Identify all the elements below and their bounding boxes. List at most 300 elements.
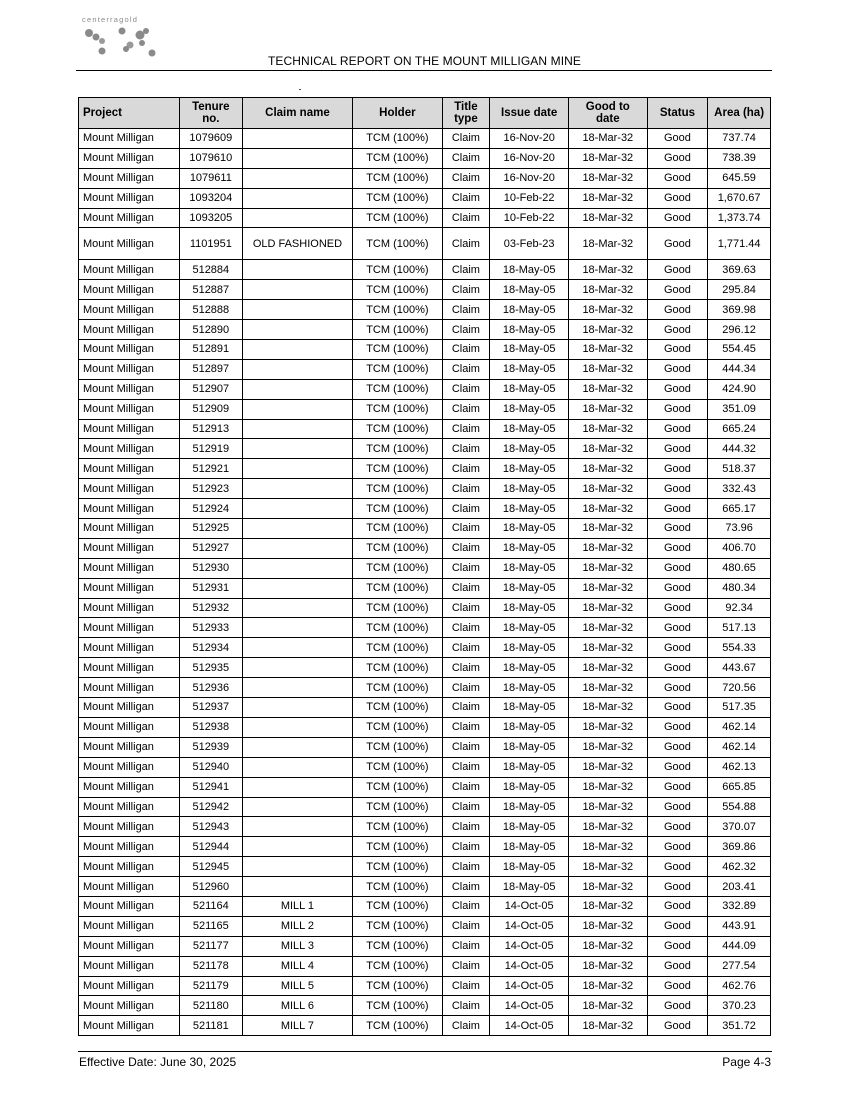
cell-good-to-date: 18-Mar-32	[568, 129, 647, 149]
cell-holder: TCM (100%)	[353, 188, 442, 208]
cell-title-type: Claim	[442, 817, 490, 837]
cell-good-to-date: 18-Mar-32	[568, 379, 647, 399]
cell-tenure-no: 512907	[179, 379, 242, 399]
cell-project: Mount Milligan	[79, 208, 180, 228]
cell-area: 517.13	[708, 618, 771, 638]
cell-holder: TCM (100%)	[353, 896, 442, 916]
cell-claim-name	[242, 379, 353, 399]
cell-issue-date: 18-May-05	[490, 260, 569, 280]
table-row	[79, 896, 771, 916]
cell-status: Good	[647, 399, 708, 419]
table-row	[79, 379, 771, 399]
table-row	[79, 976, 771, 996]
cell-area: 332.43	[708, 479, 771, 499]
cell-project: Mount Milligan	[79, 797, 180, 817]
table-row	[79, 168, 771, 188]
cell-project: Mount Milligan	[79, 129, 180, 149]
cell-good-to-date: 18-Mar-32	[568, 678, 647, 698]
cell-issue-date: 18-May-05	[490, 519, 569, 539]
table-row	[79, 340, 771, 360]
cell-tenure-no: 512944	[179, 837, 242, 857]
cell-good-to-date: 18-Mar-32	[568, 320, 647, 340]
cell-claim-name	[242, 459, 353, 479]
cell-status: Good	[647, 598, 708, 618]
cell-claim-name	[242, 538, 353, 558]
cell-title-type: Claim	[442, 618, 490, 638]
cell-status: Good	[647, 538, 708, 558]
cell-claim-name	[242, 168, 353, 188]
cell-issue-date: 18-May-05	[490, 479, 569, 499]
cell-claim-name	[242, 857, 353, 877]
cell-good-to-date: 18-Mar-32	[568, 439, 647, 459]
cell-holder: TCM (100%)	[353, 638, 442, 658]
cell-area: 443.91	[708, 916, 771, 936]
table-header-row	[79, 98, 771, 129]
stray-mark	[299, 89, 301, 90]
cell-title-type: Claim	[442, 260, 490, 280]
cell-good-to-date: 18-Mar-32	[568, 996, 647, 1016]
cell-tenure-no: 512884	[179, 260, 242, 280]
cell-area: 203.41	[708, 877, 771, 897]
table-row	[79, 857, 771, 877]
cell-issue-date: 18-May-05	[490, 678, 569, 698]
table-row	[79, 519, 771, 539]
cell-status: Good	[647, 479, 708, 499]
page-number: Page 4-3	[722, 1055, 771, 1069]
cell-holder: TCM (100%)	[353, 538, 442, 558]
cell-project: Mount Milligan	[79, 558, 180, 578]
cell-good-to-date: 18-Mar-32	[568, 228, 647, 260]
cell-holder: TCM (100%)	[353, 956, 442, 976]
cell-issue-date: 18-May-05	[490, 558, 569, 578]
cell-title-type: Claim	[442, 519, 490, 539]
cell-holder: TCM (100%)	[353, 877, 442, 897]
cell-holder: TCM (100%)	[353, 916, 442, 936]
cell-status: Good	[647, 777, 708, 797]
cell-holder: TCM (100%)	[353, 168, 442, 188]
cell-project: Mount Milligan	[79, 896, 180, 916]
claims-table-body	[79, 129, 771, 1036]
cell-area: 738.39	[708, 148, 771, 168]
table-row	[79, 538, 771, 558]
cell-tenure-no: 512925	[179, 519, 242, 539]
cell-holder: TCM (100%)	[353, 598, 442, 618]
cell-area: 665.17	[708, 499, 771, 519]
cell-area: 462.14	[708, 717, 771, 737]
cell-issue-date: 18-May-05	[490, 837, 569, 857]
cell-project: Mount Milligan	[79, 280, 180, 300]
cell-title-type: Claim	[442, 956, 490, 976]
cell-area: 444.09	[708, 936, 771, 956]
cell-good-to-date: 18-Mar-32	[568, 817, 647, 837]
cell-claim-name	[242, 359, 353, 379]
cell-claim-name	[242, 757, 353, 777]
cell-claim-name	[242, 797, 353, 817]
cell-claim-name	[242, 499, 353, 519]
cell-status: Good	[647, 340, 708, 360]
table-row	[79, 837, 771, 857]
cell-holder: TCM (100%)	[353, 618, 442, 638]
cell-holder: TCM (100%)	[353, 996, 442, 1016]
cell-status: Good	[647, 936, 708, 956]
cell-holder: TCM (100%)	[353, 519, 442, 539]
cell-area: 554.45	[708, 340, 771, 360]
cell-title-type: Claim	[442, 717, 490, 737]
cell-tenure-no: 521179	[179, 976, 242, 996]
cell-title-type: Claim	[442, 558, 490, 578]
cell-holder: TCM (100%)	[353, 148, 442, 168]
cell-tenure-no: 521180	[179, 996, 242, 1016]
cell-issue-date: 18-May-05	[490, 399, 569, 419]
cell-tenure-no: 512897	[179, 359, 242, 379]
cell-title-type: Claim	[442, 300, 490, 320]
cell-project: Mount Milligan	[79, 837, 180, 857]
cell-tenure-no: 1101951	[179, 228, 242, 260]
cell-area: 351.09	[708, 399, 771, 419]
cell-status: Good	[647, 757, 708, 777]
cell-project: Mount Milligan	[79, 519, 180, 539]
column-header-area: Area (ha)	[708, 98, 771, 129]
cell-title-type: Claim	[442, 359, 490, 379]
cell-issue-date: 14-Oct-05	[490, 1016, 569, 1036]
table-row	[79, 916, 771, 936]
cell-claim-name	[242, 598, 353, 618]
cell-tenure-no: 512921	[179, 459, 242, 479]
table-row	[79, 479, 771, 499]
table-row	[79, 260, 771, 280]
cell-issue-date: 18-May-05	[490, 340, 569, 360]
cell-area: 480.65	[708, 558, 771, 578]
cell-issue-date: 14-Oct-05	[490, 956, 569, 976]
table-row	[79, 797, 771, 817]
cell-project: Mount Milligan	[79, 996, 180, 1016]
cell-claim-name	[242, 260, 353, 280]
cell-issue-date: 16-Nov-20	[490, 148, 569, 168]
cell-project: Mount Milligan	[79, 359, 180, 379]
cell-project: Mount Milligan	[79, 976, 180, 996]
cell-project: Mount Milligan	[79, 439, 180, 459]
cell-title-type: Claim	[442, 757, 490, 777]
cell-status: Good	[647, 817, 708, 837]
cell-issue-date: 18-May-05	[490, 280, 569, 300]
cell-tenure-no: 512941	[179, 777, 242, 797]
cell-good-to-date: 18-Mar-32	[568, 598, 647, 618]
cell-title-type: Claim	[442, 168, 490, 188]
cell-project: Mount Milligan	[79, 459, 180, 479]
cell-area: 1,373.74	[708, 208, 771, 228]
cell-good-to-date: 18-Mar-32	[568, 340, 647, 360]
cell-project: Mount Milligan	[79, 658, 180, 678]
cell-project: Mount Milligan	[79, 228, 180, 260]
cell-tenure-no: 512891	[179, 340, 242, 360]
cell-holder: TCM (100%)	[353, 340, 442, 360]
cell-project: Mount Milligan	[79, 737, 180, 757]
cell-status: Good	[647, 956, 708, 976]
cell-area: 370.07	[708, 817, 771, 837]
cell-project: Mount Milligan	[79, 379, 180, 399]
cell-issue-date: 14-Oct-05	[490, 896, 569, 916]
cell-issue-date: 14-Oct-05	[490, 996, 569, 1016]
cell-issue-date: 18-May-05	[490, 698, 569, 718]
cell-project: Mount Milligan	[79, 817, 180, 837]
cell-good-to-date: 18-Mar-32	[568, 618, 647, 638]
cell-project: Mount Milligan	[79, 857, 180, 877]
cell-issue-date: 10-Feb-22	[490, 188, 569, 208]
cell-project: Mount Milligan	[79, 260, 180, 280]
cell-project: Mount Milligan	[79, 188, 180, 208]
cell-claim-name	[242, 817, 353, 837]
column-header-issue-date: Issue date	[490, 98, 569, 129]
cell-title-type: Claim	[442, 538, 490, 558]
cell-tenure-no: 512960	[179, 877, 242, 897]
cell-tenure-no: 512942	[179, 797, 242, 817]
cell-claim-name	[242, 877, 353, 897]
cell-title-type: Claim	[442, 837, 490, 857]
cell-issue-date: 10-Feb-22	[490, 208, 569, 228]
cell-issue-date: 18-May-05	[490, 857, 569, 877]
cell-area: 369.98	[708, 300, 771, 320]
cell-good-to-date: 18-Mar-32	[568, 1016, 647, 1036]
cell-holder: TCM (100%)	[353, 379, 442, 399]
cell-claim-name	[242, 419, 353, 439]
cell-issue-date: 18-May-05	[490, 459, 569, 479]
logo-wordmark: centerragold	[82, 15, 139, 24]
cell-issue-date: 14-Oct-05	[490, 936, 569, 956]
cell-area: 517.35	[708, 698, 771, 718]
cell-tenure-no: 521165	[179, 916, 242, 936]
cell-area: 73.96	[708, 519, 771, 539]
cell-tenure-no: 1079609	[179, 129, 242, 149]
cell-area: 518.37	[708, 459, 771, 479]
cell-claim-name: MILL 3	[242, 936, 353, 956]
cell-holder: TCM (100%)	[353, 757, 442, 777]
cell-claim-name	[242, 698, 353, 718]
cell-area: 295.84	[708, 280, 771, 300]
effective-date: Effective Date: June 30, 2025	[79, 1055, 237, 1069]
cell-good-to-date: 18-Mar-32	[568, 148, 647, 168]
cell-title-type: Claim	[442, 208, 490, 228]
cell-issue-date: 18-May-05	[490, 817, 569, 837]
table-row	[79, 280, 771, 300]
cell-issue-date: 18-May-05	[490, 598, 569, 618]
cell-tenure-no: 512890	[179, 320, 242, 340]
cell-title-type: Claim	[442, 148, 490, 168]
cell-area: 369.86	[708, 837, 771, 857]
cell-holder: TCM (100%)	[353, 658, 442, 678]
cell-claim-name	[242, 737, 353, 757]
cell-tenure-no: 512943	[179, 817, 242, 837]
cell-area: 1,670.67	[708, 188, 771, 208]
cell-title-type: Claim	[442, 320, 490, 340]
cell-status: Good	[647, 260, 708, 280]
cell-area: 554.88	[708, 797, 771, 817]
cell-holder: TCM (100%)	[353, 777, 442, 797]
column-header-status: Status	[647, 98, 708, 129]
cell-status: Good	[647, 618, 708, 638]
cell-status: Good	[647, 678, 708, 698]
cell-tenure-no: 1079611	[179, 168, 242, 188]
table-row	[79, 698, 771, 718]
cell-tenure-no: 512919	[179, 439, 242, 459]
cell-holder: TCM (100%)	[353, 439, 442, 459]
cell-issue-date: 18-May-05	[490, 877, 569, 897]
cell-status: Good	[647, 300, 708, 320]
cell-area: 737.74	[708, 129, 771, 149]
cell-good-to-date: 18-Mar-32	[568, 698, 647, 718]
cell-title-type: Claim	[442, 1016, 490, 1036]
cell-good-to-date: 18-Mar-32	[568, 558, 647, 578]
cell-good-to-date: 18-Mar-32	[568, 399, 647, 419]
cell-title-type: Claim	[442, 936, 490, 956]
cell-holder: TCM (100%)	[353, 499, 442, 519]
cell-project: Mount Milligan	[79, 300, 180, 320]
cell-status: Good	[647, 916, 708, 936]
table-row	[79, 996, 771, 1016]
cell-holder: TCM (100%)	[353, 359, 442, 379]
cell-area: 369.63	[708, 260, 771, 280]
cell-issue-date: 14-Oct-05	[490, 976, 569, 996]
cell-issue-date: 18-May-05	[490, 717, 569, 737]
cell-status: Good	[647, 379, 708, 399]
cell-project: Mount Milligan	[79, 678, 180, 698]
cell-tenure-no: 512934	[179, 638, 242, 658]
cell-holder: TCM (100%)	[353, 280, 442, 300]
cell-tenure-no: 1093204	[179, 188, 242, 208]
cell-holder: TCM (100%)	[353, 678, 442, 698]
cell-project: Mount Milligan	[79, 1016, 180, 1036]
table-row	[79, 618, 771, 638]
table-row	[79, 228, 771, 260]
cell-title-type: Claim	[442, 379, 490, 399]
cell-tenure-no: 512937	[179, 698, 242, 718]
cell-issue-date: 14-Oct-05	[490, 916, 569, 936]
cell-title-type: Claim	[442, 419, 490, 439]
cell-project: Mount Milligan	[79, 168, 180, 188]
cell-good-to-date: 18-Mar-32	[568, 857, 647, 877]
cell-project: Mount Milligan	[79, 419, 180, 439]
cell-status: Good	[647, 359, 708, 379]
cell-area: 332.89	[708, 896, 771, 916]
cell-status: Good	[647, 717, 708, 737]
cell-claim-name: MILL 7	[242, 1016, 353, 1036]
cell-tenure-no: 521164	[179, 896, 242, 916]
cell-good-to-date: 18-Mar-32	[568, 208, 647, 228]
cell-title-type: Claim	[442, 777, 490, 797]
cell-holder: TCM (100%)	[353, 459, 442, 479]
cell-status: Good	[647, 698, 708, 718]
cell-tenure-no: 521178	[179, 956, 242, 976]
cell-claim-name	[242, 148, 353, 168]
table-row	[79, 737, 771, 757]
cell-issue-date: 03-Feb-23	[490, 228, 569, 260]
cell-good-to-date: 18-Mar-32	[568, 359, 647, 379]
cell-issue-date: 18-May-05	[490, 538, 569, 558]
cell-holder: TCM (100%)	[353, 837, 442, 857]
cell-status: Good	[647, 280, 708, 300]
cell-good-to-date: 18-Mar-32	[568, 877, 647, 897]
cell-issue-date: 18-May-05	[490, 578, 569, 598]
cell-good-to-date: 18-Mar-32	[568, 419, 647, 439]
cell-holder: TCM (100%)	[353, 797, 442, 817]
cell-good-to-date: 18-Mar-32	[568, 916, 647, 936]
cell-good-to-date: 18-Mar-32	[568, 168, 647, 188]
cell-area: 277.54	[708, 956, 771, 976]
cell-claim-name	[242, 777, 353, 797]
cell-status: Good	[647, 996, 708, 1016]
table-row	[79, 459, 771, 479]
cell-project: Mount Milligan	[79, 578, 180, 598]
table-row	[79, 300, 771, 320]
cell-area: 406.70	[708, 538, 771, 558]
cell-area: 720.56	[708, 678, 771, 698]
table-row	[79, 208, 771, 228]
cell-good-to-date: 18-Mar-32	[568, 976, 647, 996]
cell-project: Mount Milligan	[79, 916, 180, 936]
cell-claim-name	[242, 280, 353, 300]
cell-area: 370.23	[708, 996, 771, 1016]
cell-status: Good	[647, 558, 708, 578]
column-header-title-type: Title type	[442, 98, 490, 129]
cell-tenure-no: 512913	[179, 419, 242, 439]
cell-holder: TCM (100%)	[353, 857, 442, 877]
cell-status: Good	[647, 168, 708, 188]
cell-good-to-date: 18-Mar-32	[568, 777, 647, 797]
cell-title-type: Claim	[442, 976, 490, 996]
cell-issue-date: 18-May-05	[490, 797, 569, 817]
cell-good-to-date: 18-Mar-32	[568, 519, 647, 539]
cell-project: Mount Milligan	[79, 538, 180, 558]
cell-area: 444.34	[708, 359, 771, 379]
cell-holder: TCM (100%)	[353, 737, 442, 757]
claims-table	[78, 97, 771, 1036]
cell-tenure-no: 512939	[179, 737, 242, 757]
cell-issue-date: 18-May-05	[490, 658, 569, 678]
cell-area: 444.32	[708, 439, 771, 459]
table-row	[79, 558, 771, 578]
table-row	[79, 499, 771, 519]
cell-claim-name	[242, 129, 353, 149]
cell-issue-date: 18-May-05	[490, 439, 569, 459]
cell-good-to-date: 18-Mar-32	[568, 956, 647, 976]
cell-issue-date: 18-May-05	[490, 359, 569, 379]
cell-tenure-no: 512940	[179, 757, 242, 777]
cell-tenure-no: 1079610	[179, 148, 242, 168]
cell-area: 480.34	[708, 578, 771, 598]
table-row	[79, 188, 771, 208]
cell-tenure-no: 512938	[179, 717, 242, 737]
cell-title-type: Claim	[442, 439, 490, 459]
cell-claim-name	[242, 188, 353, 208]
cell-project: Mount Milligan	[79, 757, 180, 777]
cell-title-type: Claim	[442, 896, 490, 916]
cell-holder: TCM (100%)	[353, 698, 442, 718]
cell-status: Good	[647, 459, 708, 479]
cell-holder: TCM (100%)	[353, 479, 442, 499]
cell-holder: TCM (100%)	[353, 419, 442, 439]
table-row	[79, 936, 771, 956]
table-row	[79, 578, 771, 598]
cell-tenure-no: 512909	[179, 399, 242, 419]
cell-holder: TCM (100%)	[353, 129, 442, 149]
cell-area: 665.85	[708, 777, 771, 797]
cell-title-type: Claim	[442, 797, 490, 817]
table-row	[79, 129, 771, 149]
cell-holder: TCM (100%)	[353, 976, 442, 996]
cell-area: 665.24	[708, 419, 771, 439]
table-row	[79, 148, 771, 168]
cell-project: Mount Milligan	[79, 320, 180, 340]
cell-status: Good	[647, 1016, 708, 1036]
